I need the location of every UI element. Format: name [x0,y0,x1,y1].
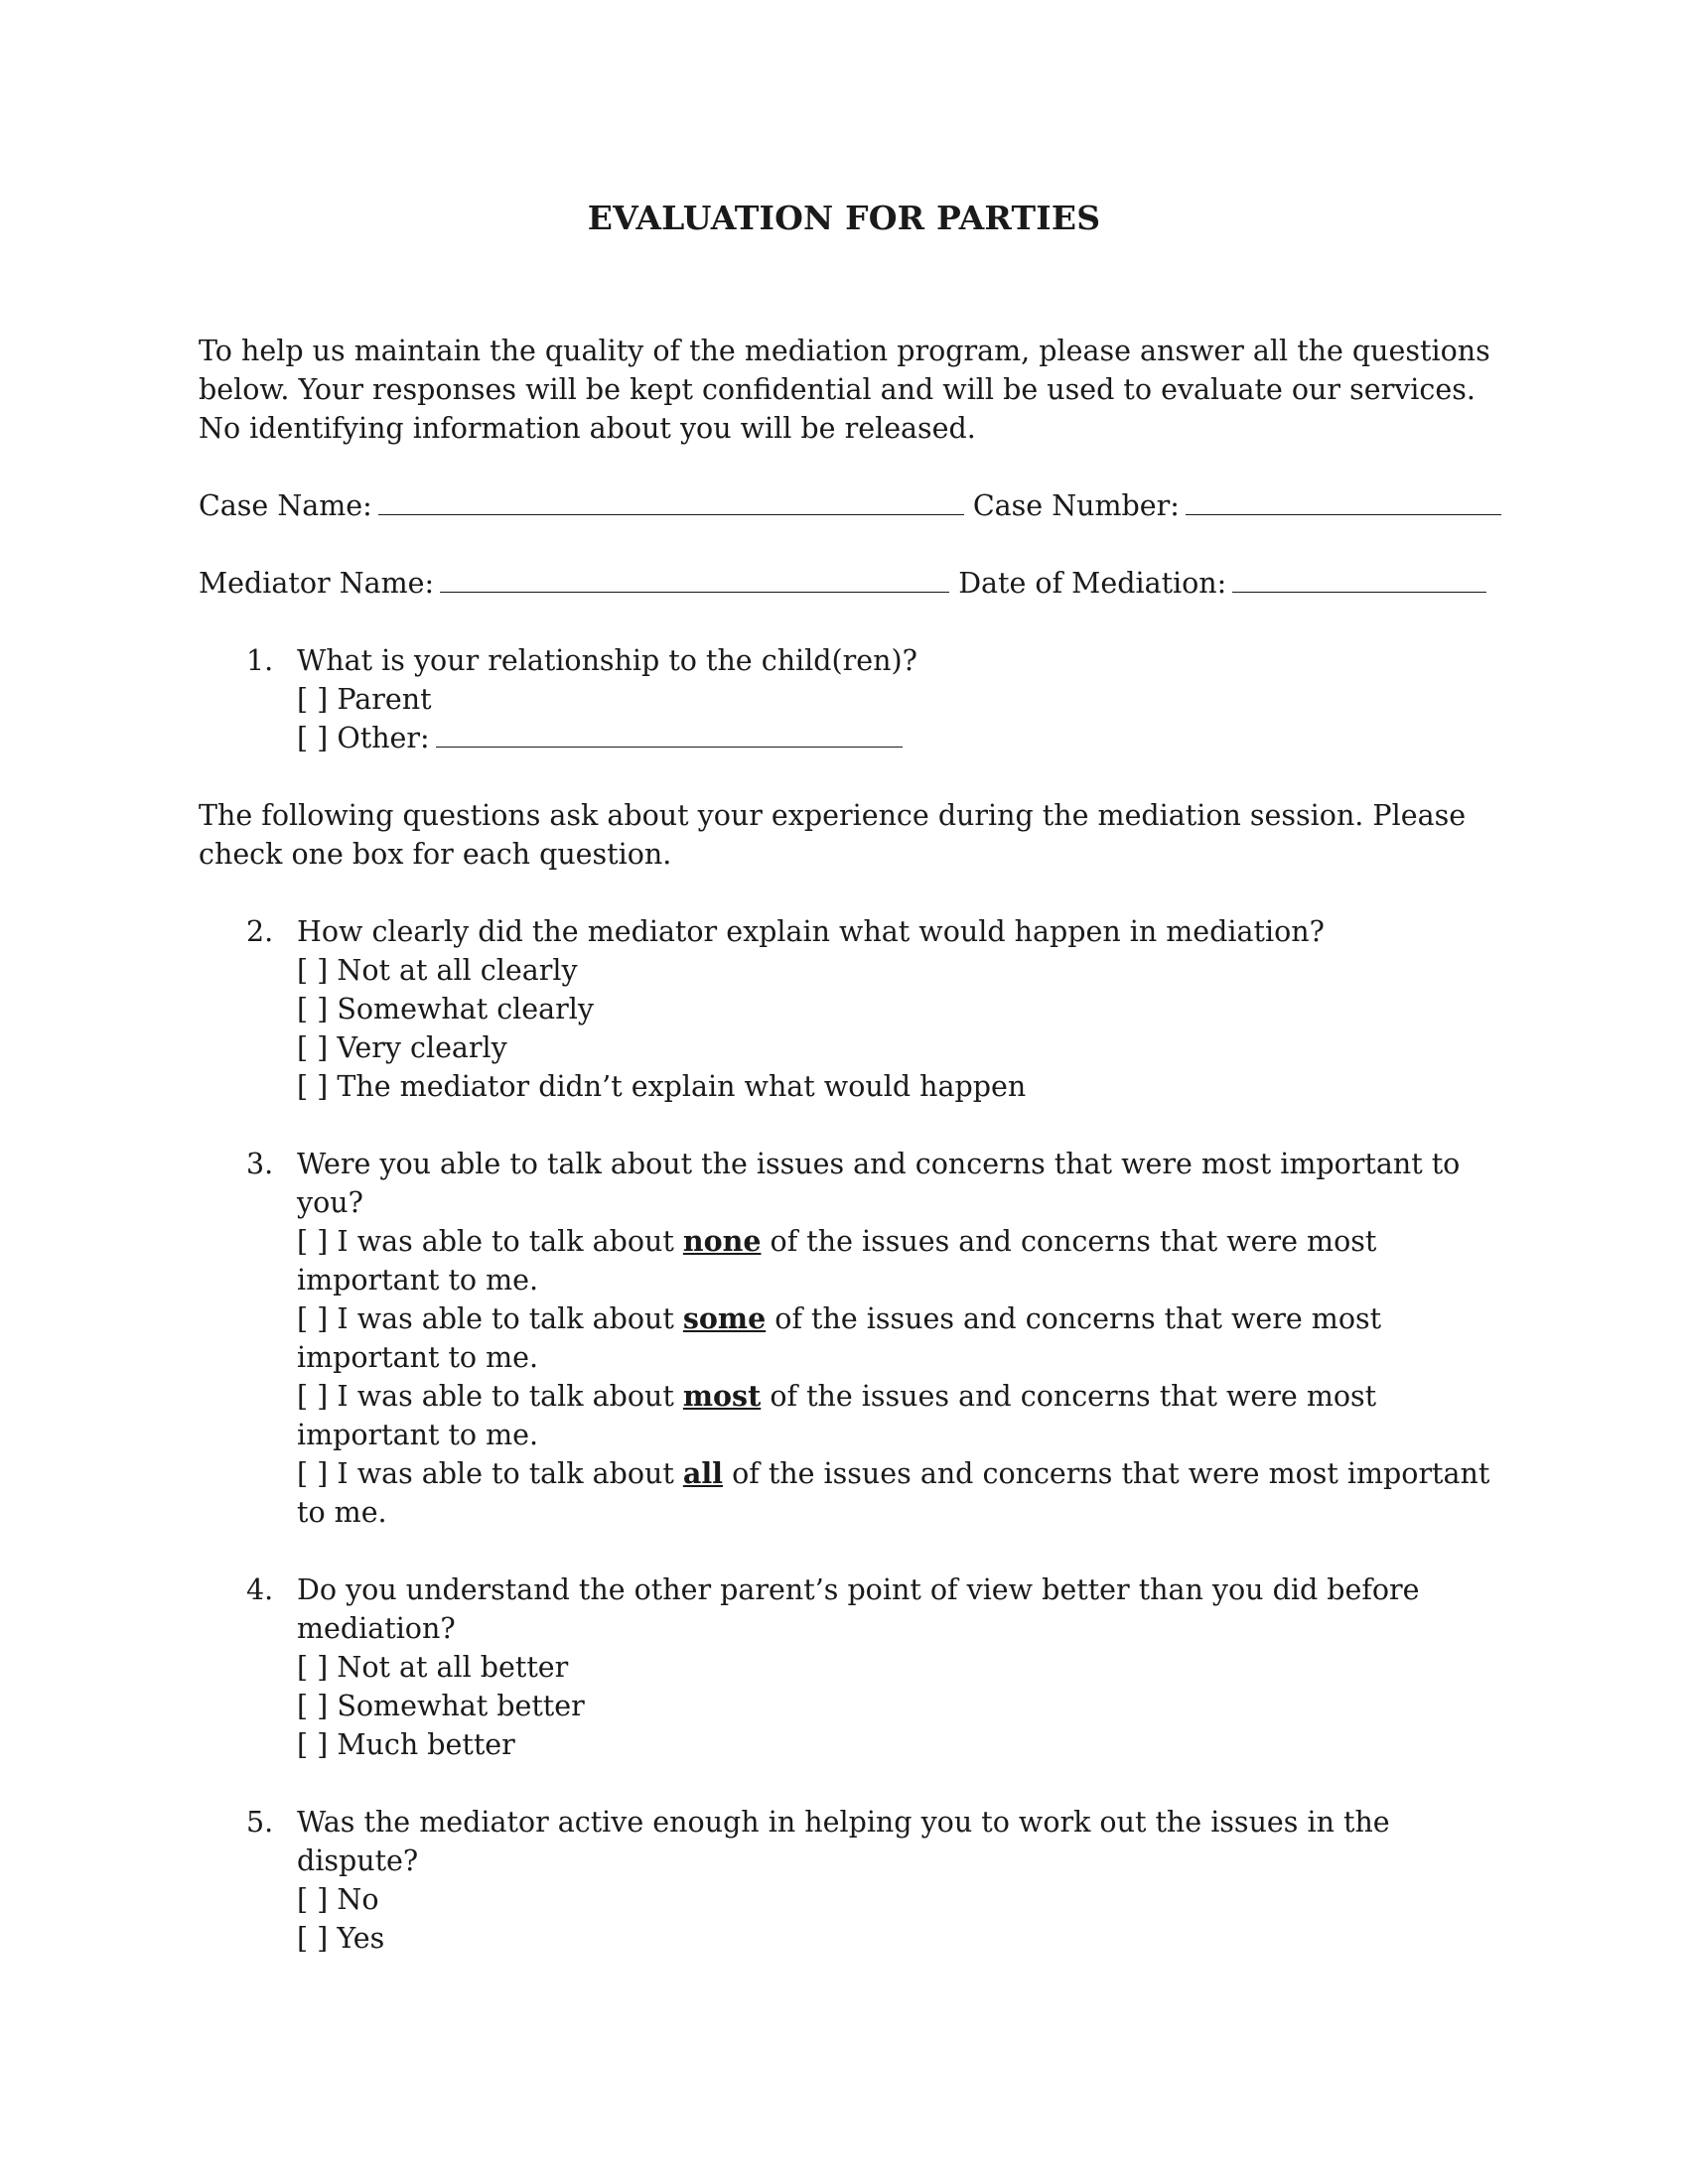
date-of-mediation-field[interactable] [1232,566,1486,593]
date-of-mediation-label: Date of Mediation: [958,567,1227,600]
q2-option-2[interactable]: [ ] Somewhat clearly [297,990,594,1028]
case-row [199,486,1501,525]
question-1-number: 1. [246,644,274,677]
q1-other-field[interactable] [436,721,903,748]
question-4-number: 4. [246,1573,274,1606]
question-2-number: 2. [246,915,274,948]
checkbox[interactable]: [ ] [297,722,329,754]
case-number-field[interactable] [1186,488,1501,515]
checkbox[interactable]: [ ] [297,683,329,716]
q1-option-parent[interactable]: [ ] Parent [297,680,432,719]
q1-option-other[interactable]: [ ] Other: [297,719,903,757]
page-title: EVALUATION FOR PARTIES [587,199,1101,237]
q3-option-some[interactable]: [ ] I was able to talk about some of the issues and concerns that were most [297,1299,1381,1338]
checkbox[interactable]: [ ] [297,1225,329,1258]
question-2-text: How clearly did the mediator explain what would happen in mediation? [297,915,1325,948]
q5-option-no[interactable]: [ ] No [297,1880,378,1919]
section-note-line-2: check one box for each question. [199,838,672,871]
checkbox[interactable]: [ ] [297,993,329,1025]
question-3-text-line-2: you? [297,1186,363,1219]
q3-option-none-cont: important to me. [297,1264,539,1297]
question-3-text-line-1: Were you able to talk about the issues and concerns that were most important to [297,1148,1461,1180]
mediator-row [199,564,1486,603]
checkbox[interactable]: [ ] [297,1070,329,1103]
case-number-label: Case Number: [972,489,1180,522]
q3-option-most[interactable]: [ ] I was able to talk about most of the issues and concerns that were most [297,1377,1376,1416]
checkbox[interactable]: [ ] [297,1883,329,1916]
case-name-field[interactable] [378,488,964,515]
q3-option-some-cont: important to me. [297,1341,539,1374]
case-name-label: Case Name: [199,489,372,522]
checkbox[interactable]: [ ] [297,1380,329,1413]
question-5-text-line-2: dispute? [297,1844,419,1877]
q2-option-4[interactable]: [ ] The mediator didn’t explain what would happen [297,1067,1026,1106]
q4-option-3[interactable]: [ ] Much better [297,1725,515,1764]
checkbox[interactable]: [ ] [297,1302,329,1335]
section-note-line-1: The following questions ask about your experience during the mediation session. Please [199,799,1467,832]
question-4-text-line-1: Do you understand the other parent’s point of view better than you did before [297,1573,1420,1606]
checkbox[interactable]: [ ] [297,954,329,987]
checkbox[interactable]: [ ] [297,1031,329,1064]
q4-option-2[interactable]: [ ] Somewhat better [297,1687,585,1725]
mediator-name-field[interactable] [440,566,949,593]
q3-option-all[interactable]: [ ] I was able to talk about all of the issues and concerns that were most important [297,1454,1489,1493]
q2-option-1[interactable]: [ ] Not at all clearly [297,951,578,990]
q2-option-3[interactable]: [ ] Very clearly [297,1028,507,1067]
q3-option-most-cont: important to me. [297,1419,539,1451]
mediator-name-label: Mediator Name: [199,567,435,600]
q3-option-none[interactable]: [ ] I was able to talk about none of the issues and concerns that were most [297,1222,1376,1261]
intro-line-2: below. Your responses will be kept confidential and will be used to evaluate our services. [199,373,1476,406]
question-1-text: What is your relationship to the child(ren)? [297,644,917,677]
intro-line-1: To help us maintain the quality of the mediation program, please answer all the questions [199,335,1490,367]
intro-line-3: No identifying information about you will be released. [199,412,976,445]
q4-option-1[interactable]: [ ] Not at all better [297,1648,568,1687]
checkbox[interactable]: [ ] [297,1690,329,1722]
checkbox[interactable]: [ ] [297,1922,329,1955]
question-4-text-line-2: mediation? [297,1612,456,1645]
q5-option-yes[interactable]: [ ] Yes [297,1919,384,1958]
q3-option-all-cont: to me. [297,1496,387,1529]
question-5-text-line-1: Was the mediator active enough in helping you to work out the issues in the [297,1806,1390,1839]
question-5-number: 5. [246,1806,274,1839]
checkbox[interactable]: [ ] [297,1651,329,1684]
checkbox[interactable]: [ ] [297,1457,329,1490]
question-3-number: 3. [246,1148,274,1180]
checkbox[interactable]: [ ] [297,1728,329,1761]
